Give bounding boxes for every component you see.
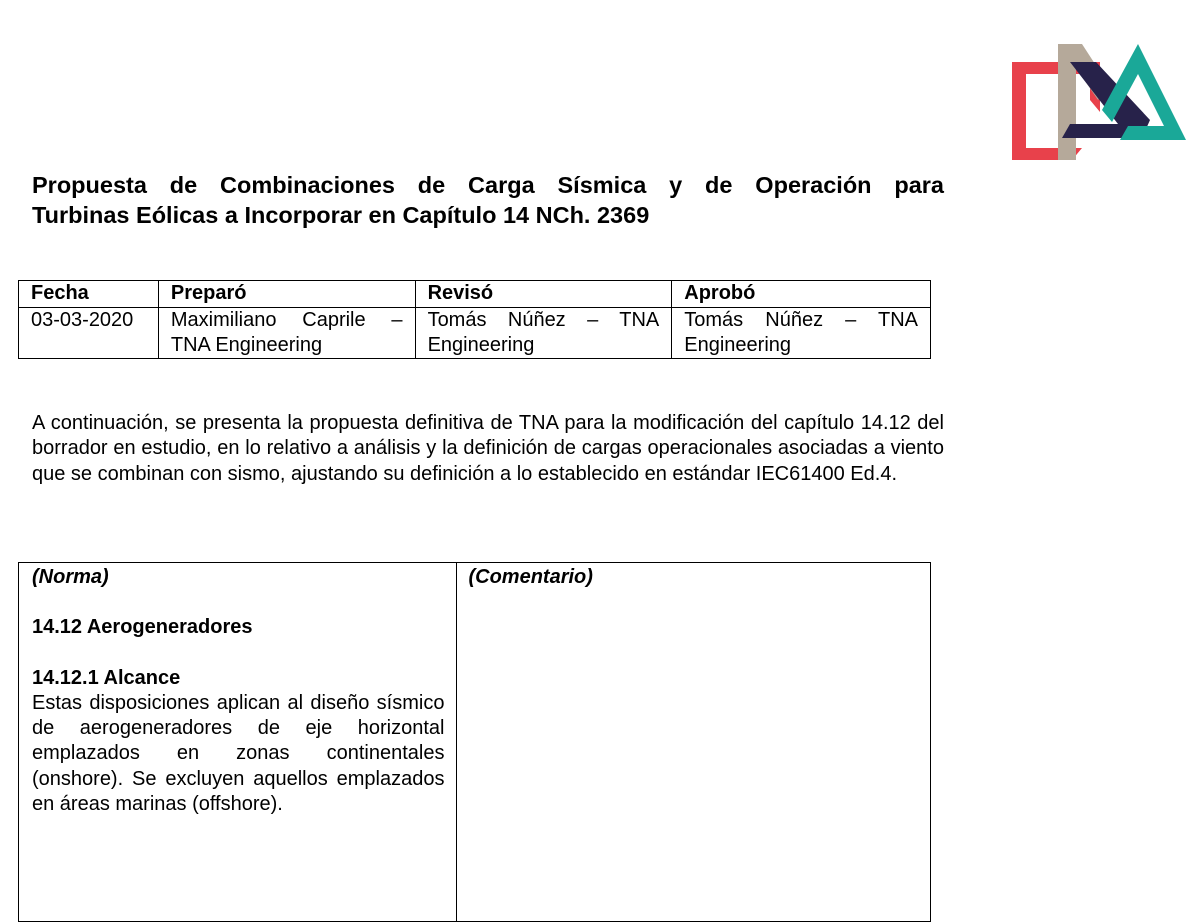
header-aprobo: Aprobó bbox=[672, 281, 931, 308]
comentario-column bbox=[457, 563, 931, 922]
header-reviso: Revisó bbox=[415, 281, 672, 308]
tna-logo bbox=[1010, 42, 1188, 162]
logo-taupe-shape bbox=[1058, 44, 1108, 160]
cell-reviso: Tomás Núñez – TNA Engineering bbox=[415, 308, 672, 359]
approval-table-header-row bbox=[19, 281, 931, 308]
subsection-title: 14.12.1 Alcance bbox=[32, 666, 181, 689]
header-fecha: Fecha bbox=[19, 281, 159, 308]
header-preparo: Preparó bbox=[158, 281, 415, 308]
cell-preparo: Maximiliano Caprile – TNA Engineering bbox=[158, 308, 415, 359]
cell-fecha: 03-03-2020 bbox=[19, 308, 159, 359]
norma-header: (Norma) bbox=[32, 566, 109, 588]
approval-table-row bbox=[19, 308, 931, 359]
cell-aprobo: Tomás Núñez – TNA Engineering bbox=[672, 308, 931, 359]
intro-paragraph: A continuación, se presenta la propuesta definitiva de TNA para la modificación del capítulo 14.12 del borrador en estudio, en lo relativo a análisis y la definición de cargas operacionales asociadas a viento que se combinan con sismo, ajustando su definición a lo establecido en estándar IEC61400 Ed.4. bbox=[32, 412, 944, 485]
section-title: 14.12 Aerogeneradores bbox=[32, 616, 253, 639]
document-title-line-1: Propuesta de Combinaciones de Carga Sísmica y de Operación para bbox=[32, 172, 944, 198]
norma-column bbox=[19, 563, 457, 922]
norma-comment-table bbox=[18, 562, 931, 922]
comentario-header: (Comentario) bbox=[468, 566, 593, 588]
document-title bbox=[32, 170, 944, 230]
subsection-text: Estas disposiciones aplican al diseño sísmico de aerogeneradores de eje horizontal emplazados en zonas continentales (onshore). Se excluyen aquellos emplazados en áreas marinas (offshore). bbox=[32, 691, 445, 816]
document-title-line-2: Turbinas Eólicas a Incorporar en Capítulo 14 NCh. 2369 bbox=[32, 202, 650, 228]
approval-table bbox=[18, 280, 931, 359]
